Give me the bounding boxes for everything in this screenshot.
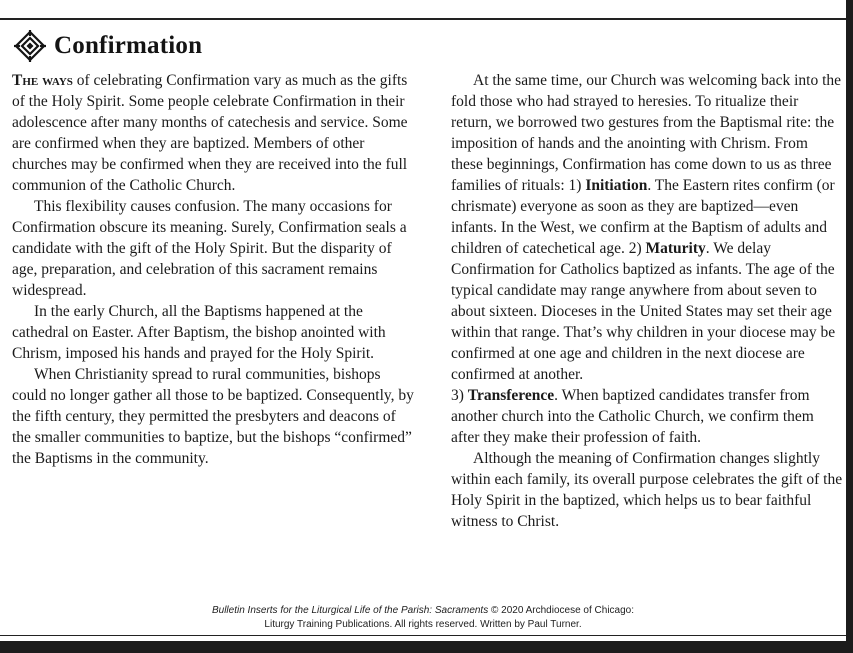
paragraph: In the early Church, all the Baptisms happened at the cathedral on Easter. After Baptism, the bishop anointed with Chrism, imposed his hands and prayed for the Holy Spirit. [12, 303, 386, 362]
lead-in: The ways [12, 72, 73, 89]
paragraph [12, 70, 417, 196]
paragraph: When Christianity spread to rural communities, bishops could no longer gather all those to be baptized. Consequently, by the fifth century, they permitted the presbyters and deacons of the smaller communities to baptize, but the bishops “confirmed” the Baptisms in the community. [12, 366, 414, 467]
page-title: Confirmation [54, 32, 203, 59]
paragraph-text: At the same time, our Church was welcoming back into the fold those who had strayed to heresies. To ritualize their return, we borrowed two gestures from the Baptismal rite: the imposition of hands and the anointing with Chrism. From these beginnings, Confirmation has come down to us as three families of rituals: 1) [451, 72, 842, 194]
paragraph-text: of celebrating Confirmation vary as much as the gifts of the Holy Spirit. Some people celebrate Confirmation in their adolescence after many months of catechesis and service. Some are confirmed when they are baptized. Members of other churches may be confirmed when they are received into the full communion of the Catholic Church. [12, 72, 408, 194]
paragraph [451, 385, 843, 448]
term-transference: Transference [467, 387, 555, 404]
top-rule [0, 18, 846, 20]
left-column [12, 70, 417, 469]
paragraph-text: . When baptized candidates transfer from another church into the Catholic Church, we confirm them after they make their profession of faith. [451, 387, 814, 446]
paragraph: Although the meaning of Confirmation changes slightly within each family, its overall purpose celebrates the gift of the Holy Spirit in the baptized, which helps us to bear faithful witness to Christ. [451, 450, 843, 530]
series-title: Bulletin Inserts for the Liturgical Life of the Parish: Sacraments [211, 605, 489, 616]
diamond-ornament-icon [14, 30, 54, 62]
copyright: © 2020 Archdiocese of Chicago: [488, 605, 635, 616]
paragraph: This flexibility causes confusion. The many occasions for Confirmation obscure its meaning. Surely, Confirmation seals a candidate with the gift of the Holy Spirit. But the disparity of age, preparation, and celebration of this sacrament remains widespread. [12, 198, 407, 299]
paragraph-text: . We delay Confirmation for Catholics baptized as infants. The age of the typical candidate may range anywhere from about seven to about sixteen. Dioceses in the United States may set their age within that range. That’s why children in your diocese may be confirmed at one age and children in the next diocese are confirmed at another. [451, 240, 836, 383]
term-maturity: Maturity [645, 240, 706, 257]
paragraph-text: . The Eastern rites confirm (or chrismate) everyone as soon as they are baptized—even infants. In the West, we confirm at the Baptism of adults and children of catechetical age. 2) [451, 177, 835, 257]
bottom-rule [0, 635, 846, 636]
footer-line-2: Liturgy Training Publications. All rights reserved. Written by Paul Turner. [264, 618, 582, 630]
paragraph-text: 3) [451, 387, 468, 404]
paragraph [451, 70, 843, 385]
footer-line-1 [0, 604, 846, 618]
header [14, 30, 202, 62]
term-initiation: Initiation [585, 177, 648, 194]
right-column [451, 70, 843, 532]
footer [0, 604, 846, 631]
